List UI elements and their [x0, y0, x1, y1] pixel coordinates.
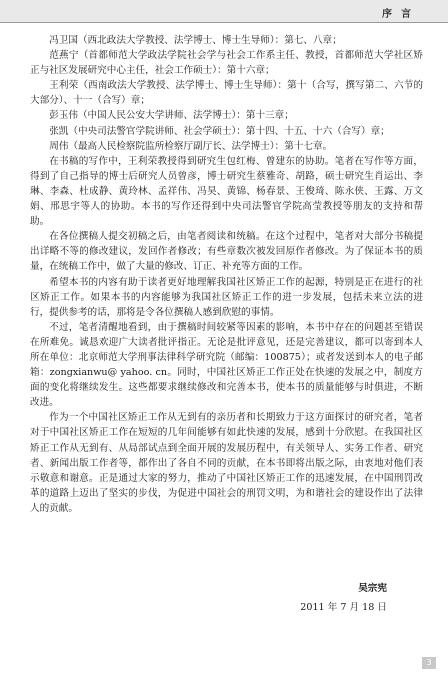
contributor-entry: 张凯（中央司法警官学院讲师、社会学硕士）：第十四、十五、十六（合写）章； — [49, 125, 390, 137]
signature-block — [0, 581, 387, 615]
paragraph: 希望本书的内容有助于读者更好地理解我国社区矫正工作的起源，特别是正在进行的社区矫正工作。如果本书的内容能够为我国社区矫正工作的进一步发展，包括未来立法的进行，提供参考的话，那将是令各位撰稿人感到欣慰的事情。 — [30, 276, 423, 318]
body-text — [30, 33, 423, 516]
contributor-entry: 范燕宁（首都师范大学政法学院社会学与社会工作系主任、教授，首都师范大学社区矫正与社区发展研究中心主任，社会工作硕士）：第十六章； — [30, 50, 423, 77]
contributor-entry: 王利荣（西南政法大学教授、法学博士、博士生导师）：第十（合写，撰写第二、六节的大部分）、十一（合写）章； — [30, 80, 423, 107]
paragraph: 作为一个中国社区矫正工作从无到有的亲历者和长期致力于这方面探讨的研究者，笔者对于中国社区矫正工作在短短的几年间能够有如此快速的发展，感到十分欣慰。在我国社区矫正工作从无到有、从局部试点到全面开展的发展历程中，有关领导人、实务工作者、研究者、新闻出版工作者等，都作出了各自不同的贡献，在本书即将出版之际，由衷地对他们表示敬意和谢意。正是通过大家的努力，推动了中国社区矫正工作的迅速发展，在中国刑罚改革的道路上迈出了坚实的步伐，为促进中国社会的刑罚文明，为和谐社会的建设作出了法律人的贡献。 — [30, 412, 423, 514]
signature-date: 2011 年 7 月 18 日 — [300, 602, 387, 613]
paragraph: 在书稿的写作中，王利荣教授得到研究生包红梅、曾建东的协助。笔者在写作等方面，得到了自己指导的博士后研究人员曾彦，博士研究生蔡雅奇、胡路，硕士研究生肖运出、李琳、李森、杜成静、黄玲林、孟祥伟、冯昊、黄锦、杨春景、王俊琦、陈永侠、王露、万文娟、邢思宇等人的协助。本书的写作还得到中央司法警官学院高莹教授等朋友的支持和帮助。 — [30, 155, 423, 228]
paragraph: 在各位撰稿人提交初稿之后，由笔者阅读和统稿。在这个过程中，笔者对大部分书稿提出详略不等的修改建议，发回作者修改；有些章数次被发回原作者修改。为了保证本书的质量，在统稿工作中，做了大量的修改、订正、补充等方面的工作。 — [30, 231, 423, 273]
contributor-entry: 冯卫国（西北政法大学教授、法学博士、博士生导师）：第七、八章； — [49, 35, 342, 46]
page-header — [0, 0, 448, 22]
header-divider — [0, 22, 448, 23]
contributor-entry: 彭玉伟（中国人民公安大学讲师、法学博士）：第十三章； — [49, 110, 294, 122]
author-name: 吴宗宪 — [358, 583, 387, 594]
contributor-entry: 周伟（最高人民检察院监所检察厅副厅长、法学博士）：第十七章。 — [49, 140, 333, 152]
paragraph: 不过，笔者清醒地看到，由于撰稿时间较紧等因素的影响，本书中存在的问题甚至错误在所难免。诚恳欢迎广大读者批评指正。无论是批评意见，还是完善建议，都可以寄到本人所在单位：北京师范大学刑事法律科学研究院（邮编：100875）；或者发送到本人的电子邮箱：zongxianwu@ yahoo. cn。同时，中国社区矫正工作正处在快速的发展之中，制度方面的变化将继续发生。这些都要求继续修改和完善本书，使本书的质量能够与时俱进，不断改进。 — [30, 321, 423, 409]
page-number: 3 — [422, 657, 436, 669]
header-title: 序言 — [382, 9, 420, 20]
